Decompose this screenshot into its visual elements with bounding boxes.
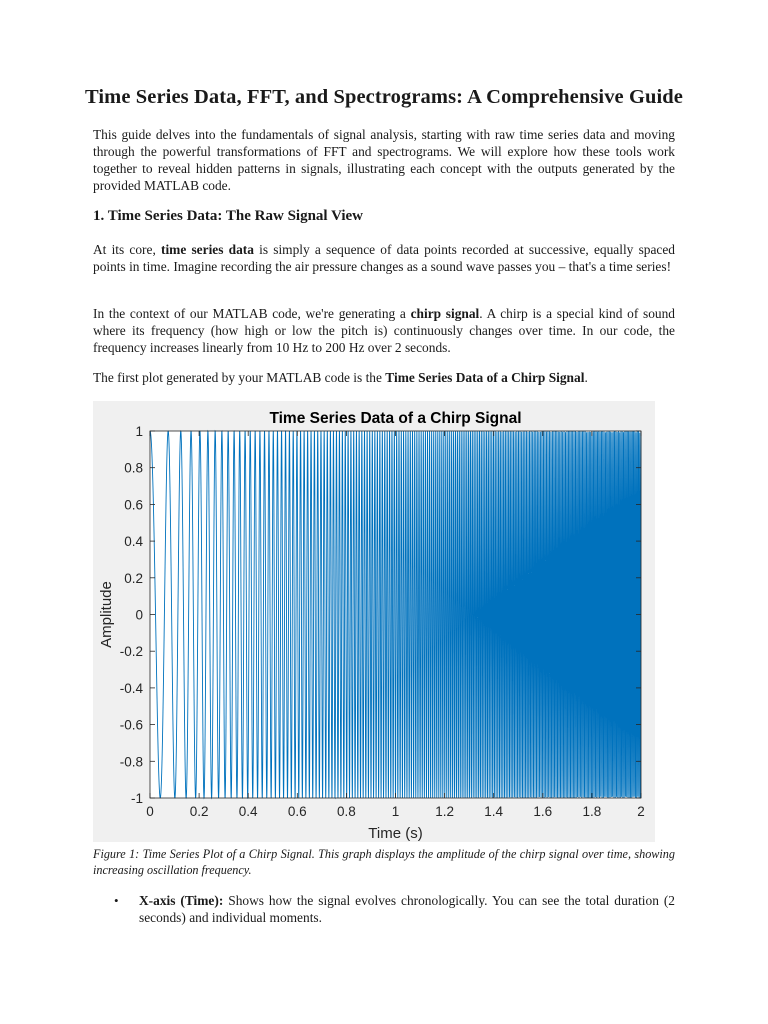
paragraph-first-plot [93, 369, 675, 386]
x-tick-label: 1.2 [435, 804, 454, 819]
text-run: The first plot generated by your MATLAB code is the [93, 370, 386, 385]
bullet-dot: • [114, 893, 119, 908]
y-tick-label: 0.4 [124, 534, 143, 550]
x-tick-label: 1 [391, 804, 400, 819]
section-heading: 1. Time Series Data: The Raw Signal View [93, 208, 364, 224]
text-run: . [584, 370, 588, 385]
x-tick-label: 2 [637, 804, 645, 819]
paragraph-chirp [93, 305, 675, 356]
y-tick-label: 0 [135, 607, 143, 623]
chirp-figure [93, 401, 655, 842]
x-tick-label: 0 [146, 804, 154, 819]
y-tick-label: -0.4 [119, 680, 143, 696]
y-tick-label: 1 [135, 424, 143, 439]
y-tick-label: 0.6 [124, 497, 143, 513]
text-run: . A chirp is a special kind of sound where its frequency (how high or low the pitch is) continuously changes over time. In our code, the frequency increases linearly from 10 Hz to 200 Hz over 2 seconds. [93, 306, 675, 355]
y-tick-label: -0.6 [119, 717, 143, 733]
x-tick-label: 0.8 [337, 804, 356, 819]
x-tick-label: 1.4 [484, 804, 504, 819]
x-tick-label: 1.8 [582, 804, 602, 819]
text-run: In the context of our MATLAB code, we're generating a [93, 306, 411, 321]
x-tick-label: 0.2 [189, 804, 209, 819]
y-tick-label: 0.2 [124, 570, 143, 586]
bold-term: chirp signal [410, 306, 480, 321]
bold-term: Time Series Data of a Chirp Signal [385, 370, 585, 385]
page-title: Time Series Data, FFT, and Spectrograms: A Comprehensive Guide [84, 86, 684, 108]
x-tick-label: 1.6 [533, 804, 553, 819]
bold-term: time series data [161, 242, 254, 257]
text-run: is simply a sequence of data points recorded at successive, equally spaced points in time. Imagine recording the air pressure changes as a sound wave passes you – that's a time series! [93, 242, 675, 274]
bullet-term: X-axis (Time): [139, 893, 224, 908]
figure-caption: Figure 1: Time Series Plot of a Chirp Signal. This graph displays the amplitude of the chirp signal over time, showing increasing oscillation frequency. [93, 847, 675, 877]
chirp-chart [93, 401, 655, 842]
x-tick-label: 0.4 [238, 804, 258, 819]
y-tick-label: -0.8 [119, 754, 143, 770]
list-item [93, 892, 675, 926]
y-tick-label: -0.2 [119, 644, 143, 660]
chart-layer [98, 410, 645, 842]
intro-paragraph: This guide delves into the fundamentals of signal analysis, starting with raw time series data and moving through the powerful transformations of FFT and spectrograms. We will explore how these tools work together to reveal hidden patterns in signals, illustrating each concept with the outputs generated by the provided MATLAB code. [93, 127, 675, 193]
y-tick-label: 0.8 [124, 460, 143, 476]
bullet-list [93, 892, 675, 926]
y-tick-label: -1 [130, 791, 143, 806]
paragraph-time-series [93, 241, 675, 275]
text-run: At its core, [93, 242, 161, 257]
chart-title: Time Series Data of a Chirp Signal [269, 410, 522, 427]
x-tick-label: 0.6 [287, 804, 307, 819]
x-axis-label: Time (s) [368, 825, 423, 842]
y-axis-label: Amplitude [98, 581, 115, 648]
bullet-text: Shows how the signal evolves chronologically. You can see the total duration (2 seconds) and individual moments. [139, 893, 676, 925]
